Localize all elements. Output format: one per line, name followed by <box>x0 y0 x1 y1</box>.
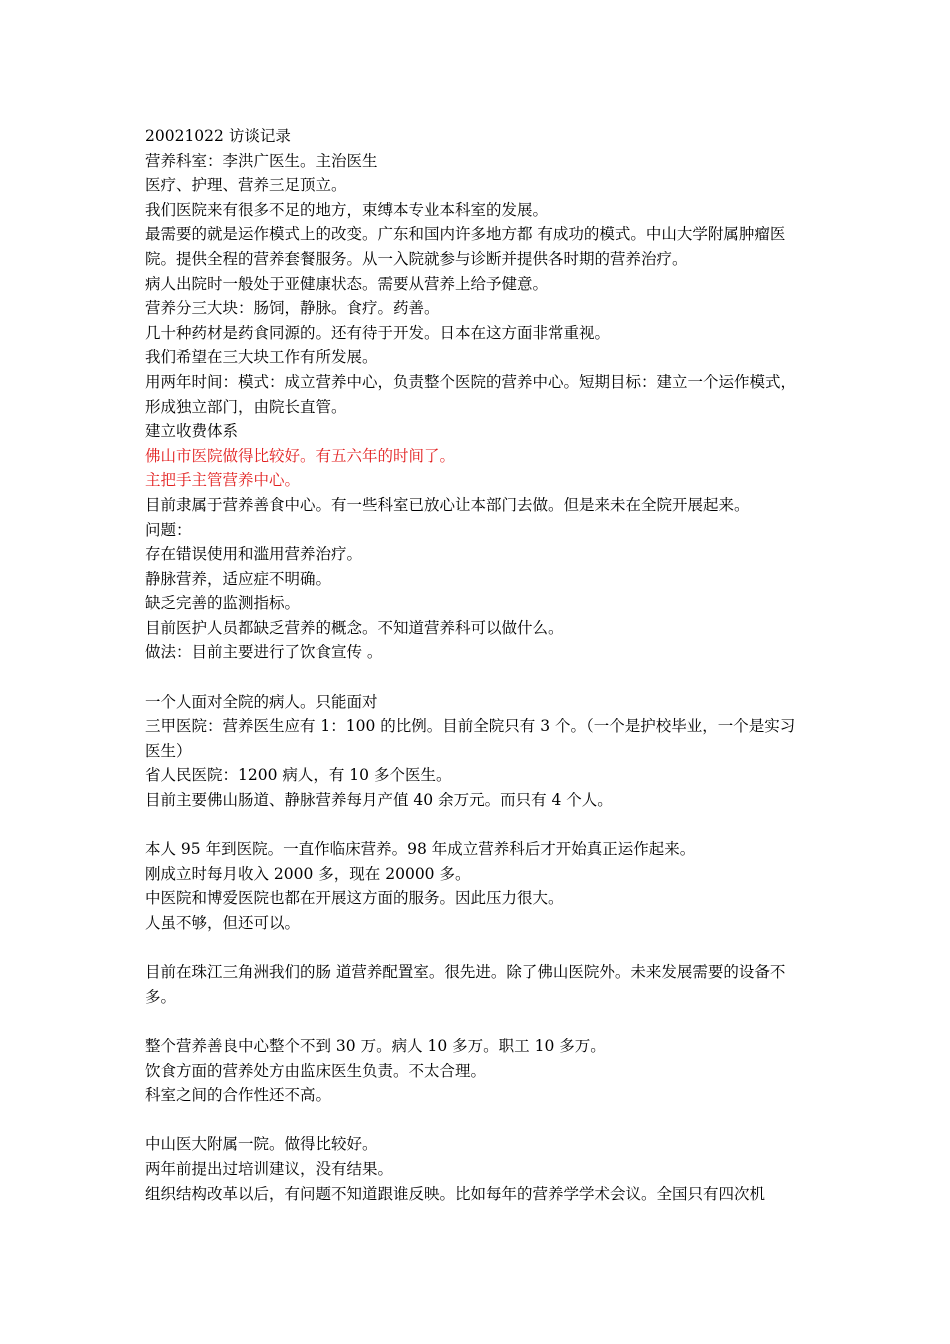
text-line-herbs: 几十种药材是药食同源的。还有待于开发。日本在这方面非常重视。 <box>145 323 611 342</box>
blank-line <box>145 813 810 838</box>
blank-line <box>145 1108 810 1133</box>
document-body <box>145 124 810 1206</box>
text-line-monthly-output: 目前主要佛山肠道、静脉营养每月产值 40 余万元。而只有 4 个人。 <box>145 791 613 810</box>
text-line-three-areas: 营养分三大块：肠饲，静脉。食疗。药善。 <box>145 299 440 318</box>
text-line-personal-history: 本人 95 年到医院。一直作临床营养。98 年成立营养科后才开始真正运作起来。 <box>145 840 696 859</box>
text-line-staffing: 人虽不够，但还可以。 <box>145 914 301 932</box>
text-line-pillars: 医疗、护理、营养三足顶立。 <box>145 176 347 195</box>
text-line-hope: 我们希望在三大块工作有所发展。 <box>145 348 378 367</box>
text-line-zhongshan: 中山医大附属一院。做得比较好。 <box>145 1135 378 1154</box>
text-line-provincial-hospital: 省人民医院：1200 病人，有 10 多个医生。 <box>145 766 452 785</box>
text-line-approach: 做法：目前主要进行了饮食宣传 。 <box>145 643 383 662</box>
blank-line <box>145 665 810 690</box>
text-line-training: 两年前提出过培训建议，没有结果。 <box>145 1159 394 1178</box>
text-line-operation-model: 最需要的就是运作模式上的改变。广东和国内许多地方都 有成功的模式。中山大学附属肿瘤医院。提供全程的营养套餐服务。从一入院就参与诊断并提供各时期的营养治疗。 <box>145 225 786 268</box>
text-line-two-year-plan: 用两年时间：模式：成立营养中心，负责整个医院的营养中心。短期目标：建立一个运作模式，形成独立部门，由院长直管。 <box>145 372 797 416</box>
text-line-one-person: 一个人面对全院的病人。只能面对 <box>145 692 378 711</box>
text-line-current-affiliation: 目前隶属于营养善食中心。有一些科室已放心让本部门去做。但是来未在全院开展起来。 <box>145 495 750 514</box>
text-line-prep-room: 目前在珠江三角洲我们的肠 道营养配置室。很先进。除了佛山医院外。未来发展需要的设备不多。 <box>145 963 786 1006</box>
text-line-subhealth: 病人出院时一般处于亚健康状态。需要从营养上给予健意。 <box>145 274 549 293</box>
text-line-income: 刚成立时每月收入 2000 多，现在 20000 多。 <box>145 864 471 883</box>
highlight-foshan-hospital: 佛山市医院做得比较好。有五六年的时间了。 <box>145 446 456 465</box>
highlight-leader-management: 主把手主管营养中心。 <box>145 471 301 490</box>
text-line-shortcomings: 我们医院来有很多不足的地方，束缚本专业本科室的发展。 <box>145 200 549 219</box>
text-line-monitoring: 缺乏完善的监测指标。 <box>145 594 301 613</box>
text-line-grade-a-ratio: 三甲医院：营养医生应有 1：100 的比例。目前全院只有 3 个。（一个是护校毕业，一个是实习医生） <box>145 717 796 760</box>
text-line-billing: 建立收费体系 <box>145 422 239 441</box>
document-title: 20021022 访谈记录 <box>145 127 291 145</box>
text-line-center-budget: 整个营养善良中心整个不到 30 万。病人 10 多万。职工 10 多万。 <box>145 1036 606 1055</box>
text-line-competition: 中医院和博爱医院也都在开展这方面的服务。因此压力很大。 <box>145 889 564 908</box>
text-line-problems-heading: 问题： <box>145 520 192 539</box>
blank-line <box>145 936 810 961</box>
text-line-misuse: 存在错误使用和滥用营养治疗。 <box>145 545 363 564</box>
text-line-contact: 营养科室：李洪广医生。主治医生 <box>145 151 378 170</box>
text-line-iv-nutrition: 静脉营养，适应症不明确。 <box>145 569 332 588</box>
text-line-restructuring: 组织结构改革以后，有问题不知道跟谁反映。比如每年的营养学学术会议。全国只有四次机 <box>145 1184 766 1203</box>
text-line-prescriptions: 饮食方面的营养处方由监床医生负责。不太合理。 <box>145 1061 487 1080</box>
blank-line <box>145 1009 810 1034</box>
text-line-awareness: 目前医护人员都缺乏营养的概念。不知道营养科可以做什么。 <box>145 618 564 637</box>
text-line-cooperation: 科室之间的合作性还不高。 <box>145 1086 332 1105</box>
